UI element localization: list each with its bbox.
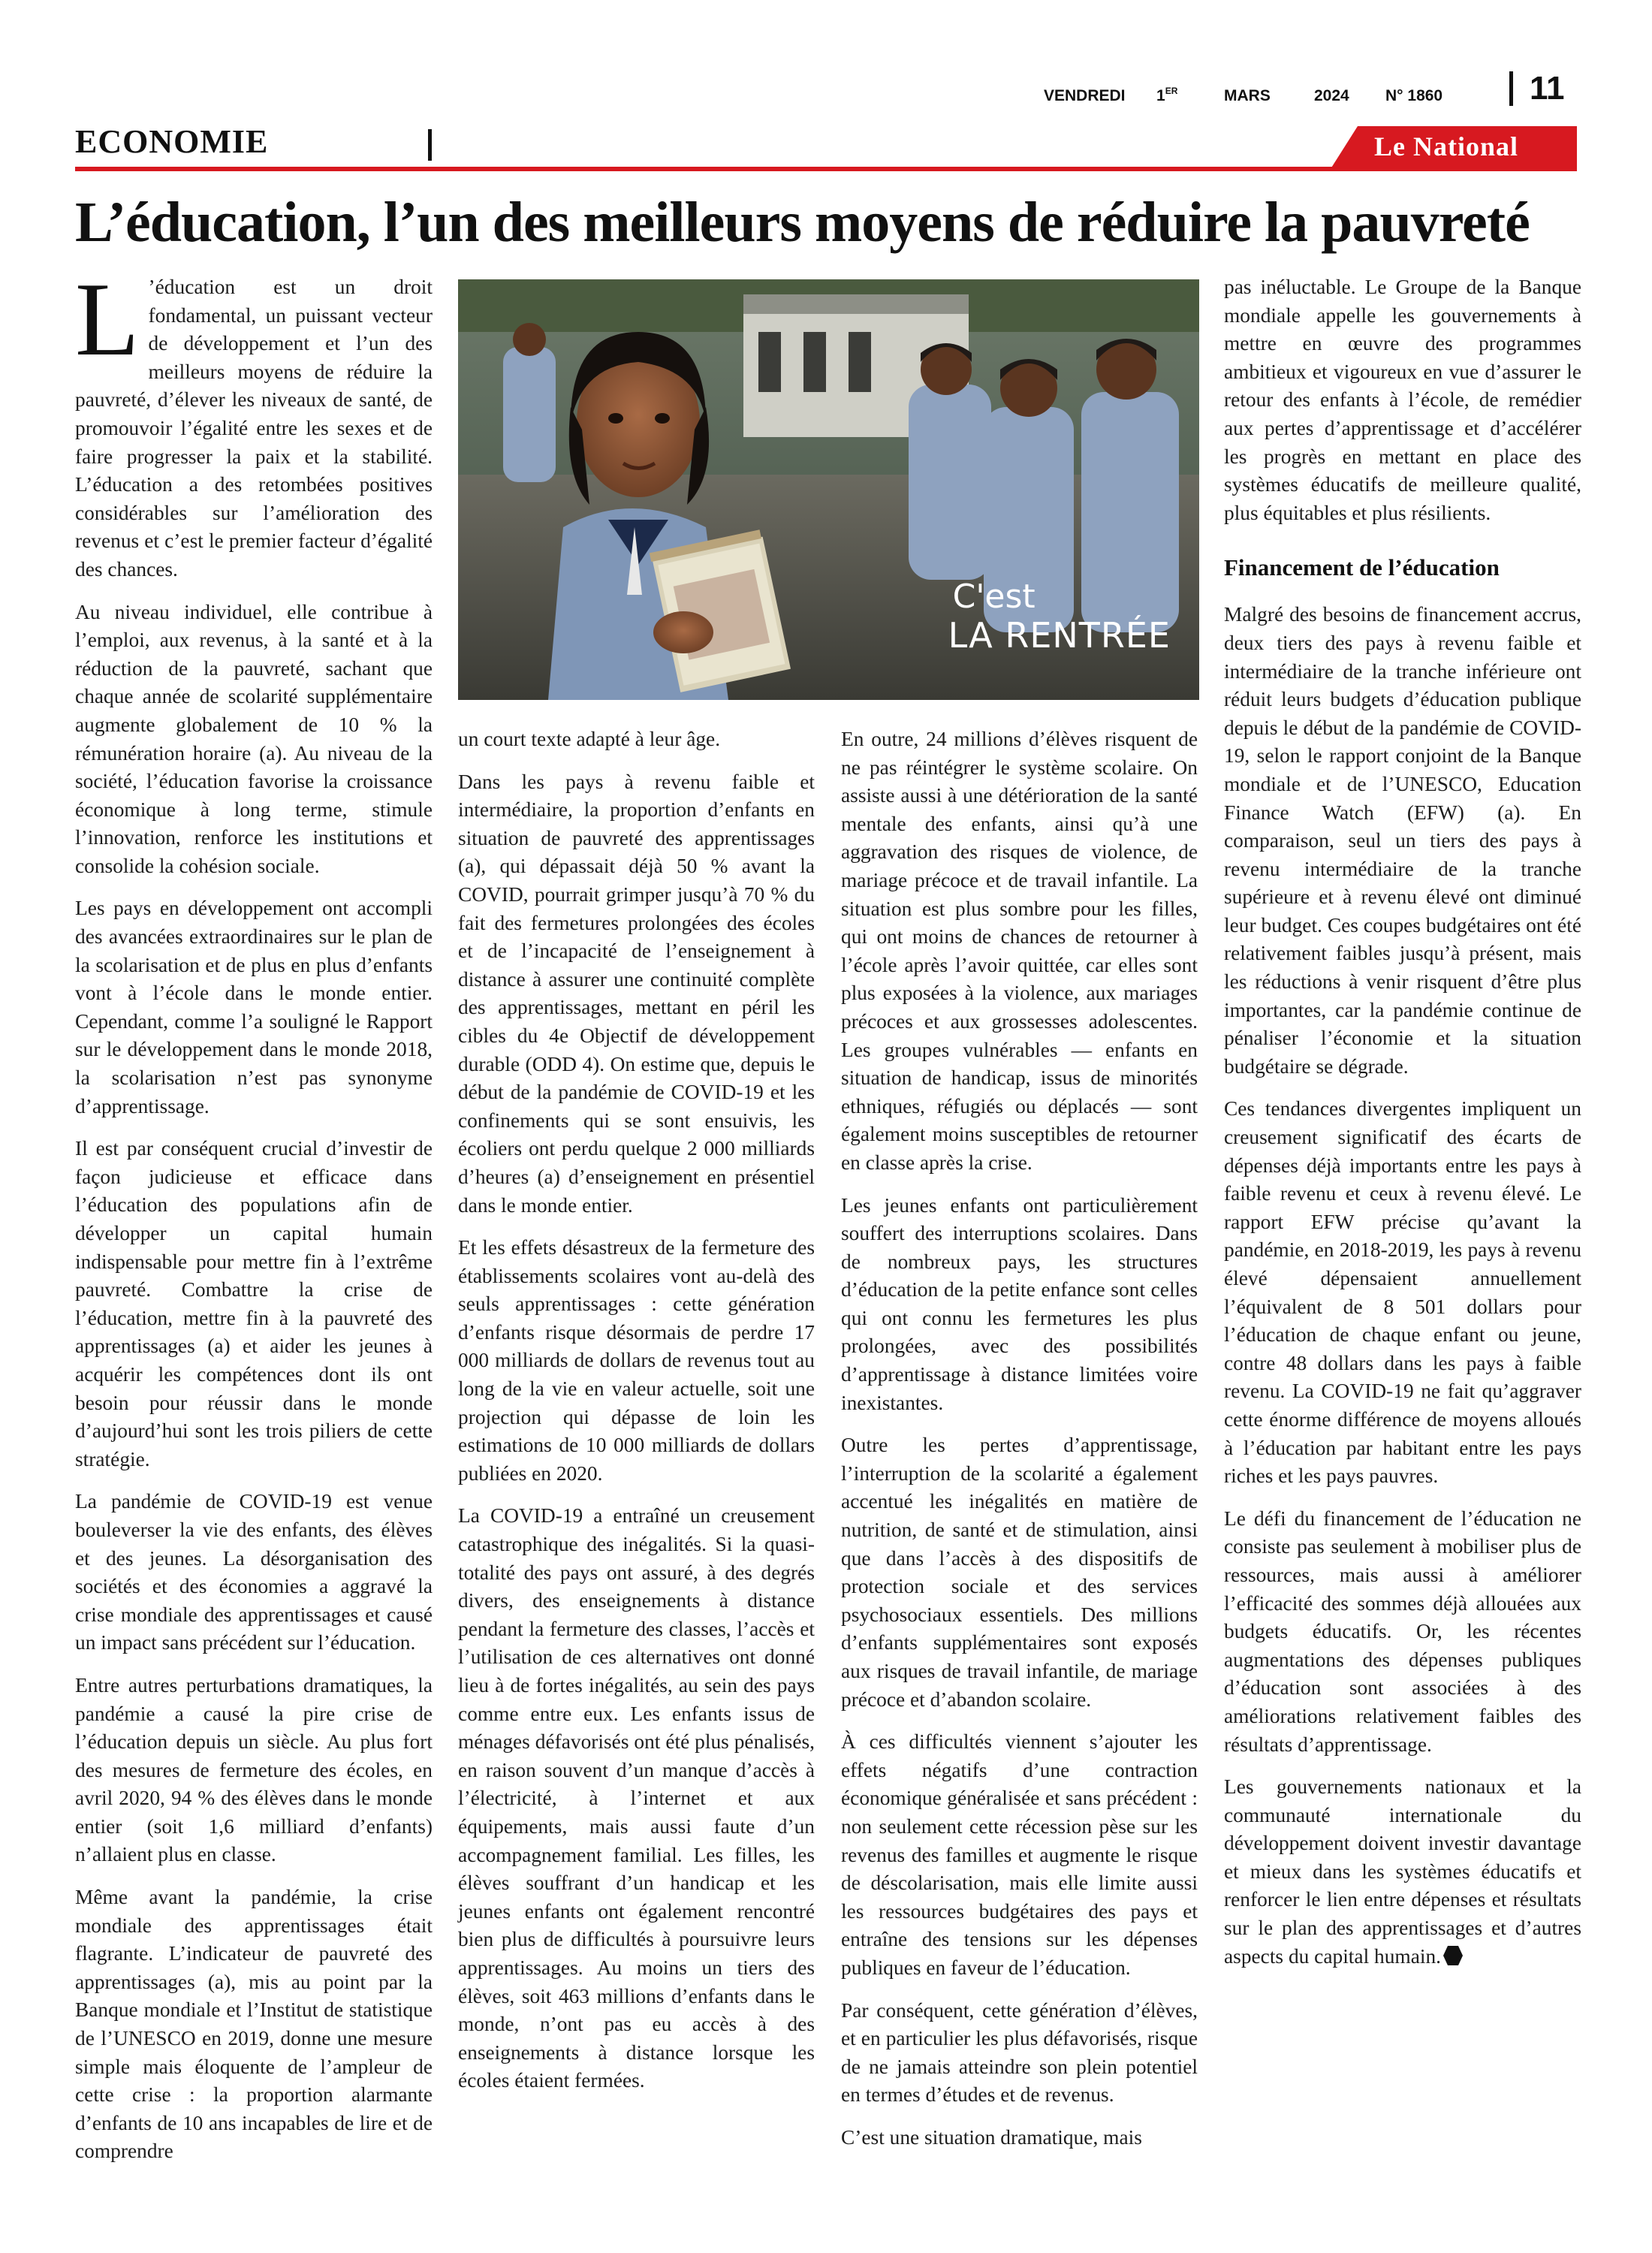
paragraph: Malgré des besoins de financement accrus, deux tiers des pays à revenu faible et intermédiaire de la tranche inférieure ont réduit leurs budgets d’éducation publique depuis le début de la pandémie de COVID-19, selon le rapport conjoint de la Banque mondiale et de l’UNESCO, Education Finance Watch (EFW) (a). En comparaison, seul un tiers des pays à revenu intermédiaire de la tranche supérieure et à revenu élevé ont diminué leur budget. Ces coupes budgétaires ont été relativement faibles jusqu’à présent, mais les réductions à venir risquent d’être plus importantes, car la pandémie continue de pénaliser l’économie et la situation budgétaire se dégrade.	[1224, 603, 1581, 1078]
paragraph: un court texte adapté à leur âge.	[458, 728, 721, 750]
section-divider	[428, 129, 432, 161]
article-column-3	[841, 725, 1198, 2167]
photo-caption-line2: LA RENTRÉE	[948, 615, 1171, 656]
paragraph: Les jeunes enfants ont particulièrement souffert des interruptions scolaires. Dans de nombreux pays, les structures d’éducation de la petite enfance sont celles qui ont connu les fermetures les plus prolongées, avec des possibilités d’apprentissage à distance limitées voire inexistantes.	[841, 1193, 1198, 1414]
end-mark-icon	[1442, 1945, 1464, 1966]
brand-name: Le National	[1374, 131, 1519, 161]
section-subheading: Financement de l’éducation	[1224, 554, 1500, 581]
page-number: 11	[1509, 71, 1565, 106]
article-headline: L’éducation, l’un des meilleurs moyens de réduire la pauvreté	[75, 191, 1530, 254]
paragraph: En outre, 24 millions d’élèves risquent de ne pas réintégrer le système scolaire. On assiste aussi à une détérioration de la santé mentale des enfants, ainsi qu’à une aggravation des risques de violence, de mariage précoce et de travail infantile. La situation est plus sombre pour les filles, qui ont moins de chances de retourner à l’école après l’avoir quittée, car elles sont plus exposées à la violence, aux mariages précoces et aux grossesses adolescentes. Les groupes vulnérables — enfants en situation de handicap, issus de minorités ethniques, réfugiés ou déplacés — sont également moins susceptibles de retourner en classe après la crise.	[841, 728, 1198, 1174]
article-photo	[458, 279, 1199, 700]
paragraph: La COVID-19 a entraîné un creusement catastrophique des inégalités. Si la quasi-totalité des pays ont assuré, à des degrés divers, des enseignements à distance pendant la fermeture des classes, l’accès et l’utilisation de ces alternatives ont donné lieu à de fortes inégalités, au sein des pays comme entre eux. Les enfants issus de ménages défavorisés ont été plus pénalisés, en raison souvent d’un manque d’accès à l’électricité, à l’internet et aux équipements, mais aussi faute d’un accompagnement familial. Les filles, les élèves souffrant d’un handicap et les jeunes enfants ont également rencontré bien plus de difficultés à poursuivre leurs apprentissages. Au moins un tiers des élèves, soit 463 millions d’enfants dans le monde, n’ont pas eu accès à des enseignements à distance lorsque les écoles étaient fermées.	[458, 1504, 815, 2092]
photo-caption	[948, 578, 1171, 655]
paragraph: pas inéluctable. Le Groupe de la Banque mondiale appelle les gouvernements à mettre en œuvre des programmes ambitieux et vigoureux en vue d’assurer le retour des enfants à l’école, de remédier aux pertes d’apprentissage et d’accélérer les progrès en mettant en place des systèmes éducatifs de meilleure qualité, plus équitables et plus résilients.	[1224, 276, 1581, 524]
paragraph: Entre autres perturbations dramatiques, la pandémie a causé la pire crise de l’éducation depuis un siècle. Au plus fort des mesures de fermeture des écoles, en avril 2020, 94 % des élèves dans le monde entier (soit 1,6 milliard d’enfants) n’allaient plus en classe.	[75, 1673, 433, 1866]
dateline	[1036, 81, 1472, 111]
date-num: 1ER	[1156, 86, 1178, 104]
paragraph: Au niveau individuel, elle contribue à l’emploi, aux revenus, à la santé et à la réduction de la pauvreté, sachant que chaque année de scolarité supplémentaire augmente globalement de 10 % la rémunération horaire (a). Au niveau de la société, l’éducation favorise la croissance économique à long terme, stimule l’innovation, renforce les institutions et consolide la cohésion sociale.	[75, 600, 433, 877]
paragraph: La pandémie de COVID-19 est venue bouleverser la vie des enfants, des élèves et des jeunes. La désorganisation des sociétés et des économies a aggravé la crise mondiale des apprentissages et causé un impact sans précédent sur l’éducation.	[75, 1490, 433, 1654]
article-column-4	[1224, 273, 1581, 1985]
date-month: MARS	[1224, 87, 1271, 104]
article-column-1	[75, 261, 433, 2180]
paragraph: À ces difficultés viennent s’ajouter les effets négatifs d’une contraction économique généralisée et sans précédent : non seulement cette récession pèse sur les revenus des familles et augmente le risque de déscolarisation, mais elle limite aussi les ressources budgétaires des pays et entraîne des tensions sur les dépenses publiques en faveur de l’éducation.	[841, 1730, 1198, 1979]
paragraph: Même avant la pandémie, la crise mondiale des apprentissages était flagrante. L’indicateur de pauvreté des apprentissages (a), mis au point par la Banque mondiale et l’Institut de statistique de l’UNESCO en 2019, donne une mesure simple mais éloquente de l’ampleur de cette crise : la proportion alarmante d’enfants de 10 ans incapables de lire et de comprendre	[75, 1886, 433, 2163]
paragraph: Et les effets désastreux de la fermeture des établissements scolaires vont au-delà des seuls apprentissages : cette génération d’enfants risque désormais de perdre 17 000 milliards de dollars de revenus tout au long de la vie en valeur actuelle, soit une projection qui dépasse de loin les estimations de 10 000 milliards de dollars publiées en 2020.	[458, 1236, 815, 1485]
paragraph: Outre les pertes d’apprentissage, l’interruption de la scolarité a également accentué les inégalités en matière de nutrition, de santé et de stimulation, ainsi que dans l’accès à des dispositifs de protection sociale et des services psychosociaux essentiels. Des millions d’enfants supplémentaires sont exposés aux risques de travail infantile, de mariage précoce et d’abandon scolaire.	[841, 1434, 1198, 1711]
paragraph: Il est par conséquent crucial d’investir de façon judicieuse et efficace dans l’éducation des populations afin de développer un capital humain indispensable pour mettre fin à l’extrême pauvreté. Combattre la crise de l’éducation, mettre fin à la pauvreté des apprentissages (a) et aider les jeunes à acquérir les compétences dont ils ont besoin pour réussir dans le monde d’aujourd’hui sont les trois piliers de cette stratégie.	[75, 1137, 433, 1470]
article-column-2	[458, 725, 815, 2110]
paragraph: Dans les pays à revenu faible et intermédiaire, la proportion d’enfants en situation de pauvreté des apprentissages (a), qui dépassait déjà 50 % avant la COVID, pourrait grimper jusqu’à 70 % du fait des fermetures prolongées des écoles et de l’incapacité de l’enseignement à distance à assurer une continuité complète des apprentissages, mettant en péril les cibles du 4e Objectif de développement durable (ODD 4). On estime que, depuis le début de la pandémie de COVID-19 et les confinements qui se sont ensuivis, les écoliers ont perdu quelque 2 000 milliards d’heures (a) d’enseignement en présentiel dans le monde entier.	[458, 770, 815, 1217]
paragraph: Par conséquent, cette génération d’élèves, et en particulier les plus défavorisés, risque de ne jamais atteindre son plein potentiel en termes d’études et de revenus.	[841, 1998, 1198, 2107]
section-label: ECONOMIE	[75, 123, 269, 160]
paragraph: C’est une situation dramatique, mais	[841, 2125, 1142, 2149]
drop-cap: L	[75, 261, 140, 378]
paragraph: Les gouvernements nationaux et la communauté internationale du développement doivent investir davantage et mieux dans les systèmes éducatifs et renforcer le lien entre dépenses et résultats sur le plan des apprentissages et d’autres aspects du capital humain.	[1224, 1775, 1581, 1968]
paragraph: Les pays en développement ont accompli des avancées extraordinaires sur le plan de la scolarisation et de plus en plus d’enfants vont à l’école dans le monde entier. Cependant, comme l’a souligné le Rapport sur le développement dans le monde 2018, la scolarisation n’est pas synonyme d’apprentissage.	[75, 897, 433, 1117]
paragraph: Le défi du financement de l’éducation ne consiste pas seulement à mobiliser plus de ressources, mais aussi à améliorer l’efficacité des sommes déjà allouées aux budgets éducatifs. Or, les récentes augmentations des dépenses publiques d’éducation sont associées à des améliorations relativement faibles des résultats d’apprentissage.	[1224, 1507, 1581, 1756]
date-day: VENDREDI	[1044, 87, 1126, 104]
issue-number: N° 1860	[1385, 87, 1443, 104]
paragraph: Ces tendances divergentes impliquent un creusement significatif des écarts de dépenses déjà importants entre les pays à faible revenu et ceux à revenu élevé. Le rapport EFW précise qu’avant la pandémie, en 2018-2019, les pays à revenu élevé dépensaient annuellement l’équivalent de 8 501 dollars pour l’éducation de chaque enfant ou jeune, contre 48 dollars dans les pays à faible revenu. La COVID-19 ne fait qu’aggraver cette énorme différence de moyens alloués à l’éducation par habitant entre les pays riches et les pays pauvres.	[1224, 1097, 1581, 1488]
date-year: 2024	[1314, 87, 1349, 104]
paragraph: L ’éducation est un droit fondamental, un puissant vecteur de développement et l’un des meilleurs moyens de réduire la pauvreté, d’élever les niveaux de santé, de promouvoir l’égalité entre les sexes et de faire progresser la paix et la stabilité. L’éducation a des retombées positives considérables sur l’amélioration des revenus et c’est le premier facteur d’égalité des chances.	[75, 261, 433, 581]
photo-caption-line1: C'est	[952, 578, 1036, 616]
